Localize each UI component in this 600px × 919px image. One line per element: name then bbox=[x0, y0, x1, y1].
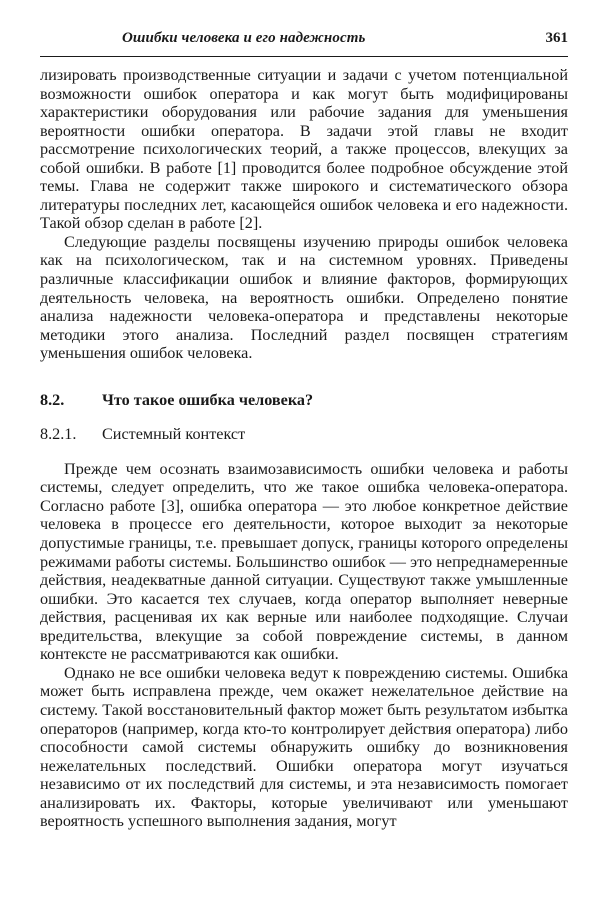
paragraph-definition: Прежде чем осознать взаимозависимость ошибки человека и работы системы, следует определить, что же такое ошибка человека-оператора. Согласно работе [3], ошибка оператора — это любое конкретное действие человека в процессе его деятельности, которое выходит за некоторые допустимые границы, т.е. превышает допуск, границы которого определены режимами работы системы. Большинство ошибок — это непреднамеренные действия, неадекватные данной ситуации. Существуют также умышленные ошибки. Это касается тех случаев, когда оператор выполняет неверные действия, расценивая их как верные или наиболее подходящие. Случаи вредительства, влекущие за собой повреждение системы, в данном контексте не рассматриваются как ошибки. bbox=[40, 459, 568, 664]
running-header bbox=[40, 30, 568, 57]
section-title: Что такое ошибка человека? bbox=[102, 390, 314, 409]
body-text bbox=[40, 66, 568, 831]
section-heading bbox=[40, 391, 568, 410]
running-header-title: Ошибки человека и его надежность bbox=[122, 30, 366, 46]
subsection-heading bbox=[40, 425, 568, 444]
subsection-title: Системный контекст bbox=[102, 425, 246, 444]
paragraph-overview: Следующие разделы посвящены изучению природы ошибок человека как на психологическом, так и на системном уровнях. Приведены различные классификации ошибок и влияние факторов, формирующих деятельность человека, на вероятность ошибки. Определено понятие анализа надежности человека-оператора и представлены некоторые методики этого анализа. Последний раздел посвящен стратегиям уменьшения ошибок человека. bbox=[40, 232, 568, 363]
section-number: 8.2. bbox=[40, 390, 65, 409]
page-number: 361 bbox=[545, 30, 568, 46]
paragraph-continuation: лизировать производственные ситуации и задачи с учетом потенциальной возможности ошибок оператора и как могут быть модифицированы характеристики оборудования или рабочие задания для уменьшения вероятности ошибки оператора. В задачи этой главы не входит рассмотрение психологических теорий, а также процессов, влекущих за собой ошибки. В работе [1] проводится более подробное обсуждение этой темы. Глава не содержит также широкого и систематического обзора литературы последних лет, касающейся ошибок человека и его надежности. Такой обзор сделан в работе [2]. bbox=[40, 66, 568, 233]
paragraph-recovery: Однако не все ошибки человека ведут к повреждению системы. Ошибка может быть исправлена прежде, чем окажет нежелательное действие на систему. Такой восстановительный фактор может быть результатом избытка операторов (например, когда кто-то контролирует действия оператора) либо способности самой системы обнаружить ошибку до возникновения нежелательных последствий. Ошибки оператора могут изучаться независимо от их последствий для системы, и эта независимость помогает анализировать их. Факторы, которые увеличивают или уменьшают вероятность успешного выполнения задания, могут bbox=[40, 663, 568, 831]
subsection-number: 8.2.1. bbox=[40, 425, 77, 444]
